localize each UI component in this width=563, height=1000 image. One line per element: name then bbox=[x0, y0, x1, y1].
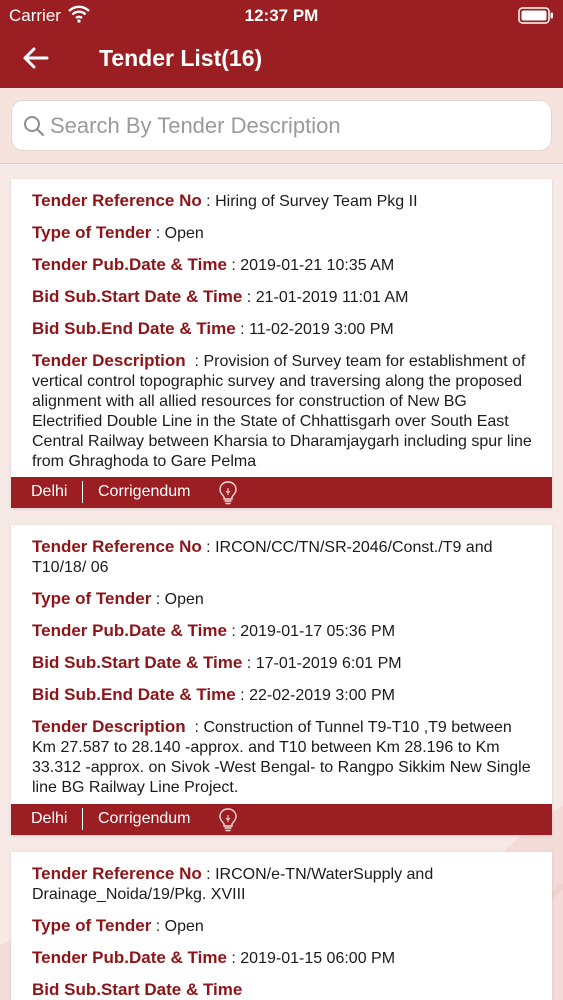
page-title: Tender List(16) bbox=[99, 45, 263, 71]
type-label: Type of Tender bbox=[32, 916, 152, 935]
ref-value: IRCON/e-TN/WaterSupply and Drainage_Noida/19/Pkg. XVIII bbox=[32, 866, 434, 903]
bid-end-row: Bid Sub.End Date & Time : 11-02-2019 3:00 PM bbox=[32, 319, 394, 338]
desc-value: Construction of Tunnel T9-T10 ,T9 between Km 27.587 to 28.140 -approx. and T10 between Km 28.196 to Km 33.312 -approx. on Sivok -West Bengal- to Rangpo Sikkim New Single line BG Railway Line Project. bbox=[32, 719, 531, 796]
tender-ref-row: Tender Reference No : IRCON/e-TN/WaterSupply and Drainage_Noida/19/Pkg. XVIII bbox=[32, 864, 434, 903]
tender-ref-row: Tender Reference No : Hiring of Survey Team Pkg II bbox=[32, 191, 418, 210]
tender-list[interactable] bbox=[0, 165, 563, 1000]
pub-value: 2019-01-21 10:35 AM bbox=[240, 257, 395, 274]
pub-label: Tender Pub.Date & Time bbox=[32, 948, 227, 967]
tender-card-footer bbox=[11, 477, 552, 508]
search-bar-container bbox=[0, 88, 563, 164]
tender-card[interactable] bbox=[11, 179, 552, 508]
lightbulb-icon[interactable] bbox=[217, 807, 239, 833]
status-time: 12:37 PM bbox=[244, 6, 319, 25]
start-value: 21-01-2019 11:01 AM bbox=[255, 289, 409, 306]
type-label: Type of Tender bbox=[32, 589, 152, 608]
city-label[interactable]: Delhi bbox=[31, 483, 68, 500]
type-value: Open bbox=[164, 225, 204, 242]
tender-pub-row: Tender Pub.Date & Time : 2019-01-17 05:36 PM bbox=[32, 621, 396, 640]
start-label: Bid Sub.Start Date & Time bbox=[32, 980, 243, 999]
tender-ref-row: Tender Reference No : IRCON/CC/TN/SR-2046/Const./T9 and T10/18/ 06 bbox=[32, 537, 493, 576]
corrigendum-link[interactable]: Corrigendum bbox=[98, 810, 191, 827]
tender-card[interactable] bbox=[11, 525, 552, 835]
desc-value: Provision of Survey team for establishment of vertical control topographic survey and traversing along the proposed alignment with all allied resources for construction of New BG Electrified Double Line in the State of Chhattisgarh over South East Central Railway between Kharsia to Dharamjaygarh including spur line from Ghraghoda to Gare Pelma bbox=[32, 353, 532, 470]
desc-label: Tender Description bbox=[32, 717, 186, 736]
tender-card[interactable] bbox=[11, 852, 552, 1000]
bid-start-row: Bid Sub.Start Date & Time : 17-01-2019 6:01 PM bbox=[32, 653, 402, 672]
tender-pub-row: Tender Pub.Date & Time : 2019-01-15 06:00 PM bbox=[32, 948, 396, 967]
end-value: 11-02-2019 3:00 PM bbox=[249, 321, 394, 338]
bid-start-row bbox=[32, 980, 532, 1000]
tender-type-row: Type of Tender : Open bbox=[32, 589, 204, 608]
start-label: Bid Sub.Start Date & Time bbox=[32, 653, 243, 672]
tender-desc-row: Tender Description : Construction of Tunnel T9-T10 ,T9 between Km 27.587 to 28.140 -approx. and T10 between Km 28.196 to Km 33.312 -approx. on Sivok -West Bengal- to Rangpo Sikkim New Single line BG Railway Line Project. bbox=[32, 717, 531, 796]
tender-type-row: Type of Tender : Open bbox=[32, 223, 204, 242]
back-arrow-icon[interactable] bbox=[20, 42, 52, 74]
type-value: Open bbox=[164, 591, 204, 608]
ref-label: Tender Reference No bbox=[32, 864, 202, 883]
search-icon bbox=[22, 114, 46, 138]
tender-card-footer bbox=[11, 804, 552, 835]
search-input[interactable] bbox=[50, 109, 540, 143]
start-value: 17-01-2019 6:01 PM bbox=[255, 655, 402, 672]
desc-label: Tender Description bbox=[32, 351, 186, 370]
pub-value: 2019-01-17 05:36 PM bbox=[240, 623, 396, 640]
pub-label: Tender Pub.Date & Time bbox=[32, 255, 227, 274]
carrier-label: Carrier bbox=[9, 6, 61, 25]
tender-type-row: Type of Tender : Open bbox=[32, 916, 204, 935]
footer-divider bbox=[82, 481, 83, 503]
footer-divider bbox=[82, 808, 83, 830]
end-label: Bid Sub.End Date & Time bbox=[32, 319, 236, 338]
bid-end-row: Bid Sub.End Date & Time : 22-02-2019 3:00 PM bbox=[32, 685, 395, 704]
end-label: Bid Sub.End Date & Time bbox=[32, 685, 236, 704]
pub-value: 2019-01-15 06:00 PM bbox=[240, 950, 396, 967]
ref-value: Hiring of Survey Team Pkg II bbox=[215, 193, 418, 210]
nav-bar bbox=[0, 30, 563, 88]
corrigendum-link[interactable]: Corrigendum bbox=[98, 483, 191, 500]
ref-value: IRCON/CC/TN/SR-2046/Const./T9 and T10/18/ 06 bbox=[32, 539, 493, 576]
lightbulb-icon[interactable] bbox=[217, 480, 239, 506]
status-bar bbox=[0, 0, 563, 30]
pub-label: Tender Pub.Date & Time bbox=[32, 621, 227, 640]
end-value: 22-02-2019 3:00 PM bbox=[249, 687, 395, 704]
app-header bbox=[0, 0, 563, 88]
start-label: Bid Sub.Start Date & Time bbox=[32, 287, 243, 306]
search-box[interactable] bbox=[11, 100, 552, 151]
city-label[interactable]: Delhi bbox=[31, 810, 68, 827]
type-value: Open bbox=[164, 918, 204, 935]
tender-desc-row: Tender Description : Provision of Survey team for establishment of vertical control topographic survey and traversing along the proposed alignment with all allied resources for construction of New BG Electrified Double Line in the State of Chhattisgarh over South East Central Railway between Kharsia to Dharamjaygarh including spur line from Ghraghoda to Gare Pelma bbox=[32, 351, 532, 470]
battery-icon bbox=[518, 7, 554, 24]
ref-label: Tender Reference No bbox=[32, 191, 202, 210]
bid-start-row: Bid Sub.Start Date & Time : 21-01-2019 11:01 AM bbox=[32, 287, 409, 306]
ref-label: Tender Reference No bbox=[32, 537, 202, 556]
tender-pub-row: Tender Pub.Date & Time : 2019-01-21 10:35 AM bbox=[32, 255, 395, 274]
type-label: Type of Tender bbox=[32, 223, 152, 242]
